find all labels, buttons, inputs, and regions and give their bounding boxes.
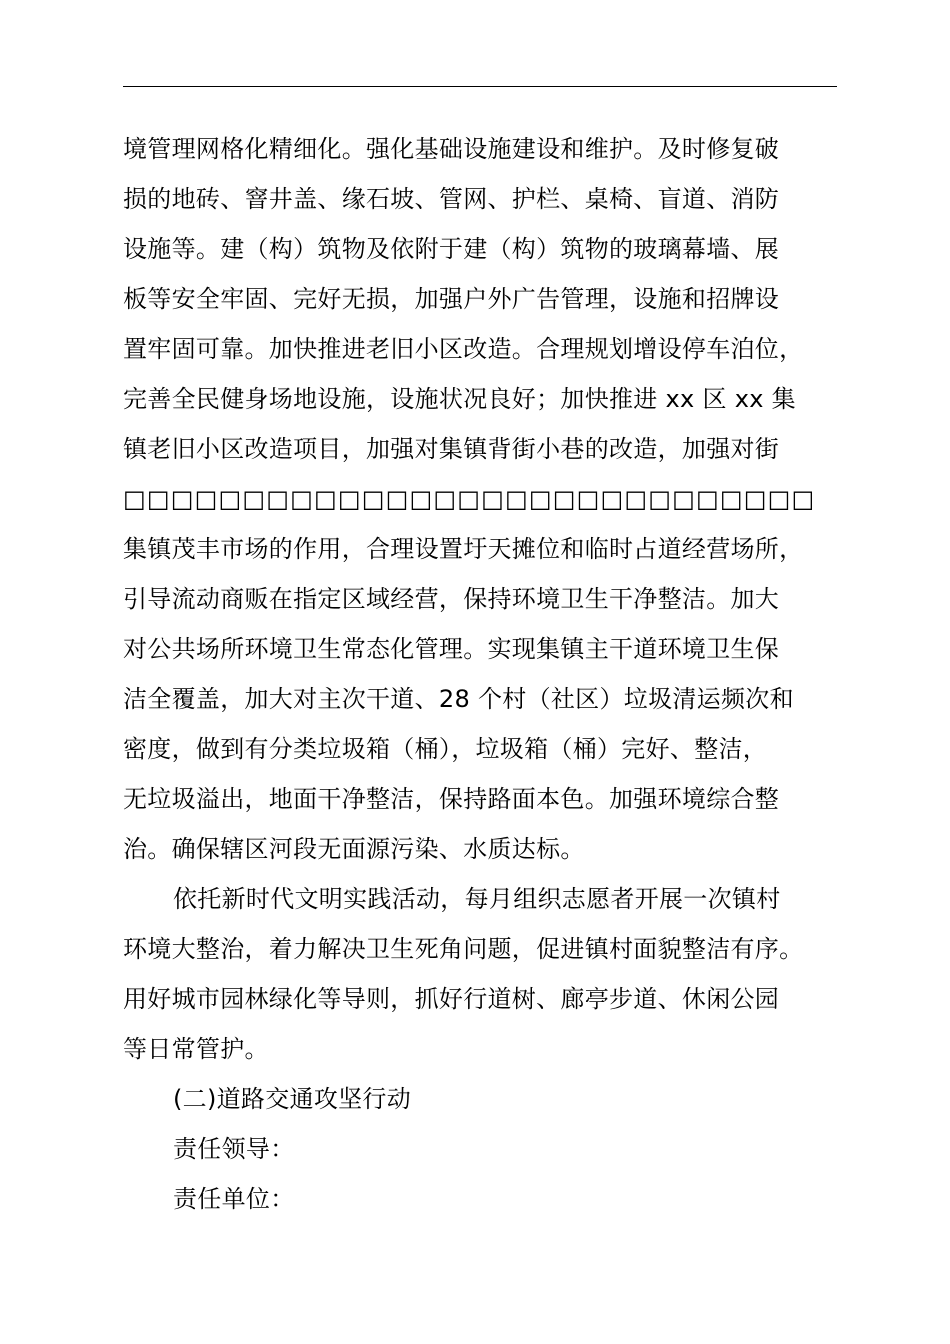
body-line: 密度，做到有分类垃圾箱（桶），垃圾箱（桶）完好、整洁， <box>123 735 768 763</box>
body-line: 等日常管护。 <box>123 1035 269 1063</box>
missing-glyph-line: □□□□□□□□□□□□□□□□□□□□□□□□□□□□□ <box>123 485 816 513</box>
body-line: 无垃圾溢出，地面干净整洁，保持路面本色。加强环境综合整 <box>123 785 780 813</box>
body-line: 用好城市园林绿化等导则，抓好行道树、廊亭步道、休闲公园 <box>123 985 780 1013</box>
body-line: 置牢固可靠。加快推进老旧小区改造。合理规划增设停车泊位， <box>123 335 804 363</box>
body-line: 集镇茂丰市场的作用，合理设置圩天摊位和临时占道经营场所， <box>123 535 804 563</box>
body-line: 设施等。建（构）筑物及依附于建（构）筑物的玻璃幕墙、展 <box>123 235 780 263</box>
body-line: 境管理网格化精细化。强化基础设施建设和维护。及时修复破 <box>123 135 780 163</box>
body-line: 对公共场所环境卫生常态化管理。实现集镇主干道环境卫生保 <box>123 635 780 663</box>
paragraph-start-line: 依托新时代文明实践活动，每月组织志愿者开展一次镇村 <box>173 885 781 913</box>
header-rule <box>123 86 837 87</box>
responsible-unit-label: 责任单位： <box>173 1185 295 1213</box>
body-line: 板等安全牢固、完好无损，加强户外广告管理，设施和招牌设 <box>123 285 780 313</box>
body-line: 镇老旧小区改造项目，加强对集镇背街小巷的改造，加强对街 <box>123 435 780 463</box>
body-line: 引导流动商贩在指定区域经营，保持环境卫生干净整洁。加大 <box>123 585 780 613</box>
body-line: 环境大整治，着力解决卫生死角问题，促进镇村面貌整洁有序。 <box>123 935 804 963</box>
body-line: 完善全民健身场地设施，设施状况良好；加快推进 xx 区 xx 集 <box>123 385 796 413</box>
body-line: 治。确保辖区河段无面源污染、水质达标。 <box>123 835 585 863</box>
body-line: 损的地砖、窨井盖、缘石坡、管网、护栏、桌椅、盲道、消防 <box>123 185 780 213</box>
body-line: 洁全覆盖，加大对主次干道、28 个村（社区）垃圾清运频次和 <box>123 685 794 713</box>
document-body <box>123 124 865 1224</box>
section-heading: (二)道路交通攻坚行动 <box>173 1085 412 1113</box>
responsible-leader-label: 责任领导： <box>173 1135 295 1163</box>
